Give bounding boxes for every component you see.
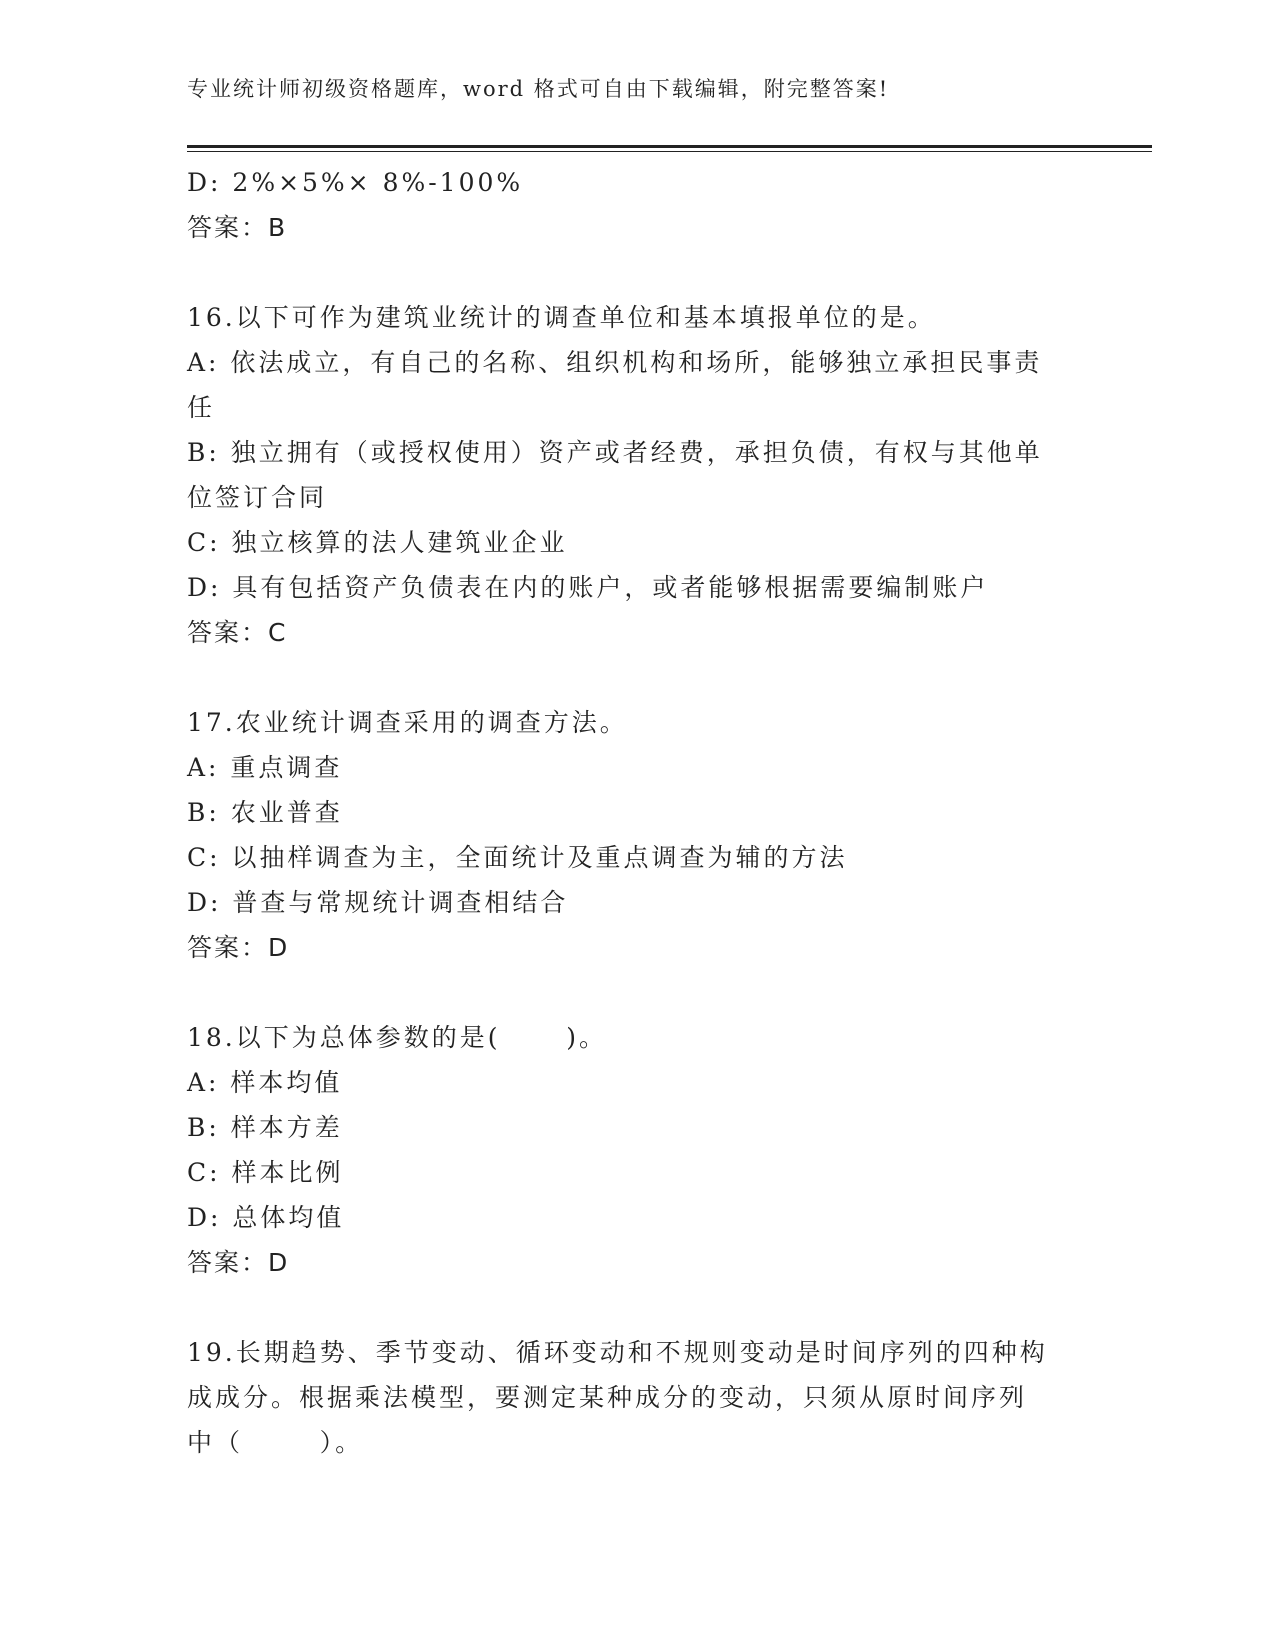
q16-option-b: B: 独立拥有（或授权使用）资产或者经费，承担负债，有权与其他单 bbox=[187, 438, 1043, 467]
q19-stem: 19.长期趋势、季节变动、循环变动和不规则变动是时间序列的四种构 bbox=[187, 1338, 1048, 1367]
q16-stem: 16.以下可作为建筑业统计的调查单位和基本填报单位的是。 bbox=[187, 303, 936, 332]
prev-answer: 答案：B bbox=[187, 213, 288, 242]
q19-stem-cont: 成成分。根据乘法模型，要测定某种成分的变动，只须从原时间序列 bbox=[187, 1383, 1028, 1412]
q17-option-c: C: 以抽样调查为主，全面统计及重点调查为辅的方法 bbox=[187, 843, 848, 872]
page-header: 专业统计师初级资格题库，word 格式可自由下载编辑，附完整答案! bbox=[187, 77, 890, 101]
q18-option-a: A: 样本均值 bbox=[187, 1068, 343, 1097]
spacer bbox=[187, 655, 1077, 700]
q16-answer: 答案：C bbox=[187, 618, 288, 647]
q18-option-b: B: 样本方差 bbox=[187, 1113, 343, 1142]
q18-stem: 18.以下为总体参数的是( )。 bbox=[187, 1023, 607, 1052]
header-rule-thick bbox=[187, 145, 1152, 148]
question-content bbox=[187, 160, 1077, 1465]
q17-stem: 17.农业统计调查采用的调查方法。 bbox=[187, 708, 628, 737]
prev-option-d: D: 2%×5%× 8%-100% bbox=[187, 168, 524, 197]
spacer bbox=[187, 970, 1077, 1015]
q18-option-c: C: 样本比例 bbox=[187, 1158, 344, 1187]
q16-option-a-cont: 任 bbox=[187, 393, 216, 422]
q19-stem-cont: 中（ ）。 bbox=[187, 1428, 364, 1457]
q16-option-d: D: 具有包括资产负债表在内的账户，或者能够根据需要编制账户 bbox=[187, 573, 989, 602]
q16-option-c: C: 独立核算的法人建筑业企业 bbox=[187, 528, 568, 557]
q18-answer: 答案：D bbox=[187, 1248, 290, 1277]
spacer bbox=[187, 1285, 1077, 1330]
q17-option-b: B: 农业普查 bbox=[187, 798, 343, 827]
q18-option-d: D: 总体均值 bbox=[187, 1203, 345, 1232]
q16-option-b-cont: 位签订合同 bbox=[187, 483, 328, 512]
q17-option-a: A: 重点调查 bbox=[187, 753, 343, 782]
header-rule-thin bbox=[187, 151, 1152, 152]
spacer bbox=[187, 250, 1077, 295]
q16-option-a: A: 依法成立，有自己的名称、组织机构和场所，能够独立承担民事责 bbox=[187, 348, 1043, 377]
q17-answer: 答案：D bbox=[187, 933, 290, 962]
q17-option-d: D: 普查与常规统计调查相结合 bbox=[187, 888, 569, 917]
